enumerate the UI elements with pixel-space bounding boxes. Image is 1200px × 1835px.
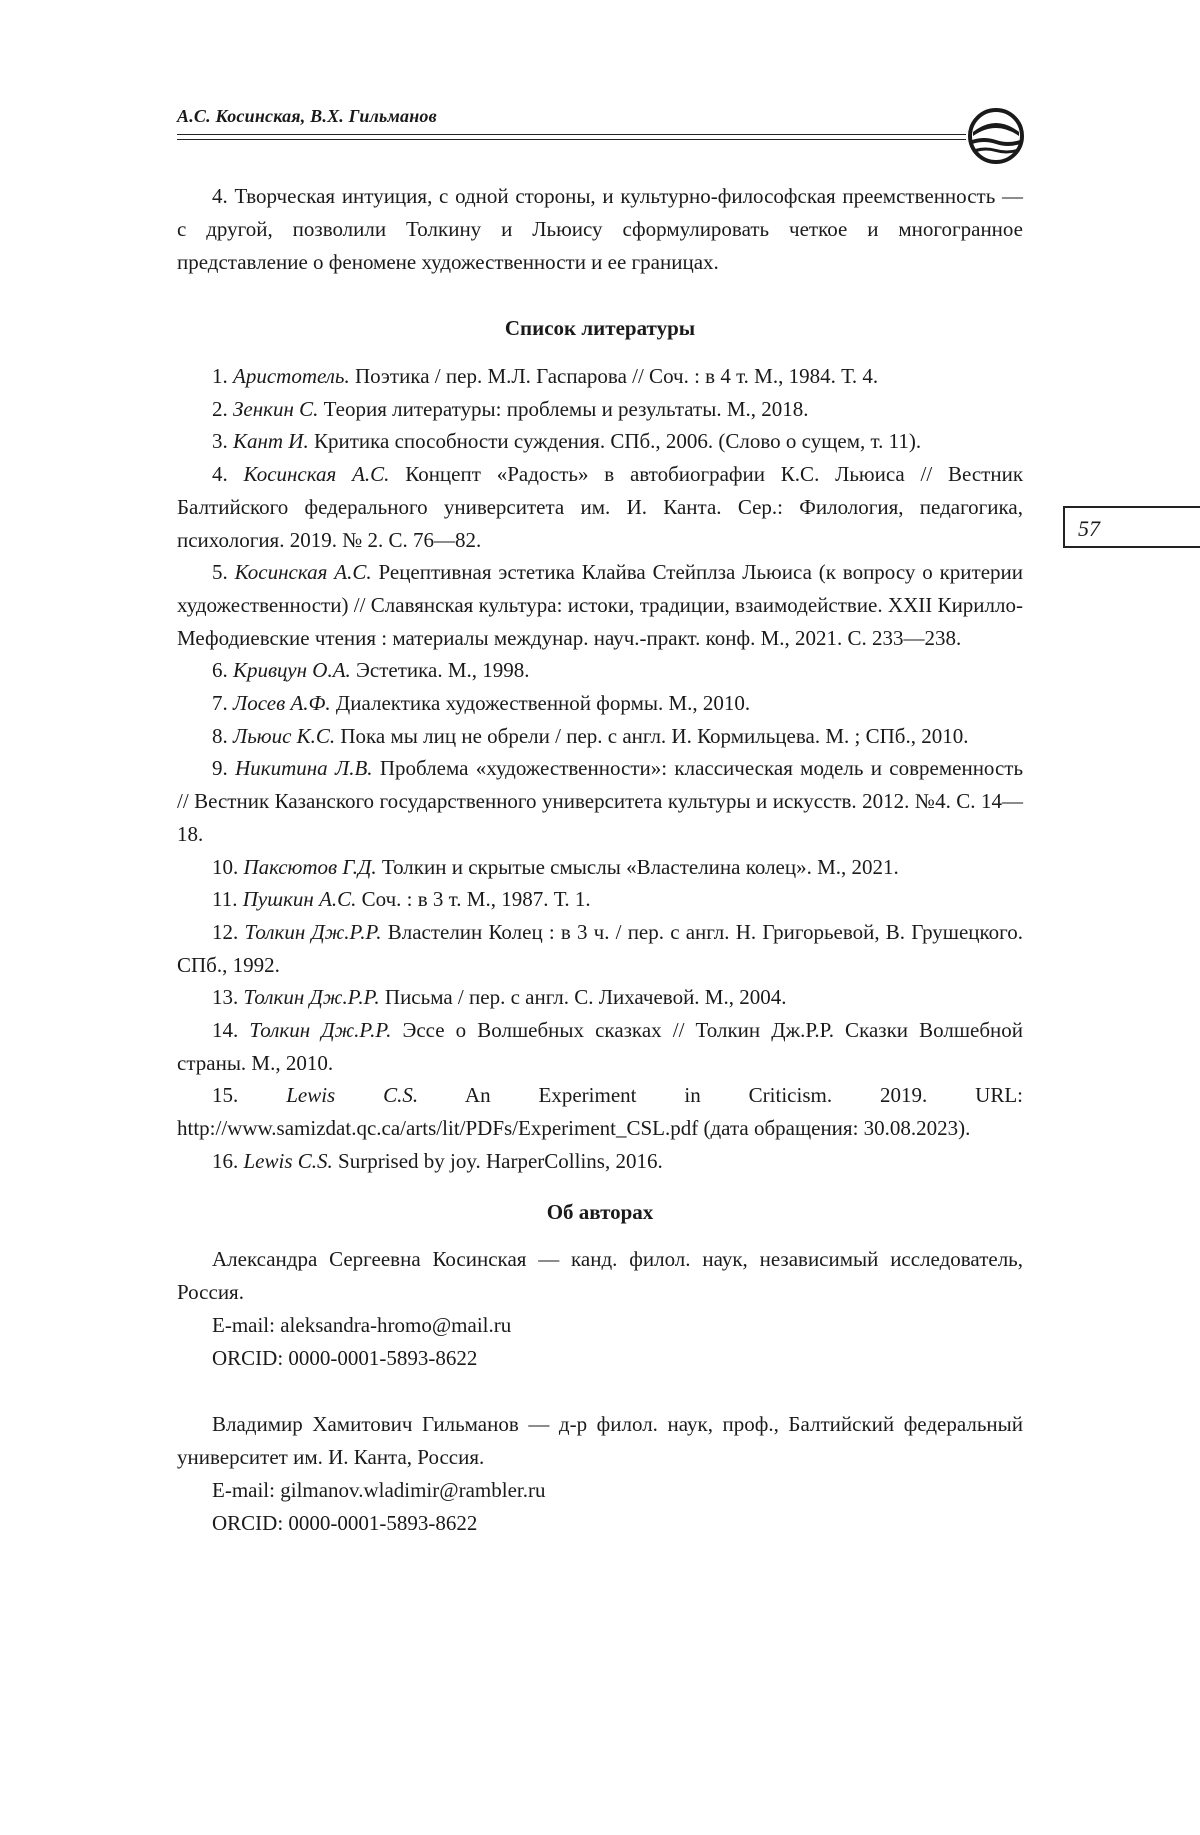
page-number-box [1063, 506, 1200, 548]
author-email: E-mail: aleksandra-hromo@mail.ru [212, 1312, 512, 1337]
reference-text: Диалектика художественной формы. М., 2010. [335, 691, 751, 716]
reference-item [177, 752, 1023, 850]
reference-number: 9. [212, 756, 228, 781]
reference-author: Кант И. [233, 429, 309, 454]
page-content [177, 180, 1023, 1540]
reference-number: 3. [212, 429, 228, 454]
author-bio: Владимир Хамитович Гильманов — д-р филол. наук, проф., Балтийский федеральный университет им. И. Канта, Россия. [177, 1411, 1023, 1469]
reference-number: 6. [212, 658, 228, 683]
reference-author: Лосев А.Ф. [233, 691, 331, 716]
reference-number: 10. [212, 854, 239, 879]
references-list [177, 360, 1023, 1178]
authors-heading: Об авторах [546, 1199, 654, 1224]
reference-number: 12. [212, 919, 239, 944]
reference-item [177, 458, 1023, 556]
author-spacer [177, 1375, 1023, 1408]
author-orcid: ORCID: 0000-0001-5893-8622 [212, 1345, 478, 1370]
reference-number: 15. [212, 1083, 239, 1108]
reference-number: 16. [212, 1148, 239, 1173]
reference-number: 14. [212, 1018, 239, 1043]
reference-number: 1. [212, 364, 228, 388]
author-orcid: ORCID: 0000-0001-5893-8622 [212, 1510, 478, 1535]
reference-item [177, 556, 1023, 654]
reference-text: Проблема «художественности»: классическая модель и современность // Вестник Казанского государственного университета культуры и искусств. 2012. №4. С. 14—18. [177, 756, 1024, 846]
reference-author: Lewis C.S. [286, 1083, 419, 1108]
reference-item [177, 883, 1023, 916]
reference-author: Толкин Дж.Р.Р. [244, 919, 382, 944]
reference-text: Эссе о Волшебных сказках // Толкин Дж.Р.Р. Сказки Волшебной страны. М., 2010. [177, 1018, 1023, 1075]
reference-text: Письма / пер. с англ. С. Лихачевой. М., 2004. [384, 985, 787, 1010]
reference-item [177, 393, 1023, 426]
author-block [177, 1243, 1023, 1375]
reference-item [177, 425, 1023, 458]
journal-logo-icon [966, 106, 1026, 166]
reference-item [177, 981, 1023, 1014]
reference-item [177, 1079, 1023, 1144]
reference-text: Толкин и скрытые смыслы «Властелина колец». М., 2021. [381, 854, 899, 879]
page-number: 57 [1078, 516, 1100, 541]
reference-text: Эстетика. М., 1998. [356, 658, 530, 683]
reference-item [177, 360, 1023, 393]
reference-text: Соч. : в 3 т. М., 1987. Т. 1. [361, 887, 591, 912]
header-rule-top [177, 134, 966, 135]
reference-item [177, 687, 1023, 720]
reference-number: 8. [212, 723, 228, 748]
reference-number: 5. [212, 560, 228, 585]
references-heading: Список литературы [504, 316, 696, 340]
running-head: А.С. Косинская, В.Х. Гильманов [177, 106, 437, 126]
reference-author: Никитина Л.В. [235, 756, 373, 781]
reference-text: An Experiment in Criticism. 2019. URL: http://www.samizdat.qc.ca/arts/lit/PDFs/Experiment_CSL.pdf (дата обращения: 30.08.2023). [177, 1083, 1024, 1141]
reference-text: Властелин Колец : в 3 ч. / пер. с англ. Н. Григорьевой, В. Грушецкого. СПб., 1992. [177, 919, 1023, 977]
reference-text: Критика способности суждения. СПб., 2006. (Слово о сущем, т. 11). [313, 429, 922, 454]
reference-author: Пушкин А.С. [242, 887, 357, 912]
reference-author: Толкин Дж.Р.Р. [249, 1018, 392, 1043]
reference-author: Lewis C.S. [243, 1148, 333, 1173]
reference-number: 2. [212, 396, 228, 421]
reference-author: Паксютов Г.Д. [243, 854, 377, 879]
reference-text: Пока мы лиц не обрели / пер. с англ. И. Кормильцева. М. ; СПб., 2010. [340, 723, 969, 748]
reference-number: 11. [212, 887, 238, 912]
reference-author: Кривцун О.А. [233, 658, 351, 683]
reference-item [177, 720, 1023, 753]
header-rule-bottom [177, 139, 966, 140]
reference-number: 7. [212, 691, 228, 716]
reference-author: Аристотель. [233, 364, 350, 388]
author-email: E-mail: gilmanov.wladimir@rambler.ru [212, 1477, 546, 1502]
reference-item [177, 916, 1023, 981]
reference-author: Толкин Дж.Р.Р. [243, 985, 380, 1010]
conclusion-paragraph: 4. Творческая интуиция, с одной стороны, и культурно-философская преемственность — с другой, позволили Толкину и Льюису сформулировать четкое и многогранное представление о феномене художественности и ее границах. [177, 184, 1023, 274]
reference-author: Косинская А.С. [234, 560, 372, 585]
reference-number: 4. [212, 462, 228, 487]
reference-item [177, 1014, 1023, 1079]
author-block [177, 1408, 1023, 1540]
reference-author: Льюис К.С. [233, 723, 336, 748]
reference-author: Косинская А.С. [243, 462, 390, 487]
author-bio: Александра Сергеевна Косинская — канд. филол. наук, независимый исследователь, Россия. [177, 1246, 1023, 1304]
reference-number: 13. [212, 985, 239, 1010]
reference-item [177, 1145, 1023, 1178]
reference-text: Surprised by joy. HarperCollins, 2016. [338, 1148, 663, 1173]
reference-text: Теория литературы: проблемы и результаты. М., 2018. [323, 396, 809, 421]
reference-text: Концепт «Радость» в автобиографии К.С. Льюиса // Вестник Балтийского федерального университета им. И. Канта. Сер.: Филология, педагогика, психология. 2019. № 2. С. 76—82. [177, 462, 1024, 552]
reference-item [177, 654, 1023, 687]
reference-author: Зенкин С. [233, 396, 319, 421]
reference-item [177, 851, 1023, 884]
reference-text: Поэтика / пер. М.Л. Гаспарова // Соч. : в 4 т. М., 1984. Т. 4. [355, 364, 879, 388]
reference-text: Рецептивная эстетика Клайва Стейплза Льюиса (к вопросу о критерии художественности) // Славянская культура: истоки, традиции, взаимодействие. XXII Кирилло-Мефодиевские чтения : материалы междунар. науч.-практ. конф. М., 2021. С. 233—238. [177, 560, 1024, 650]
